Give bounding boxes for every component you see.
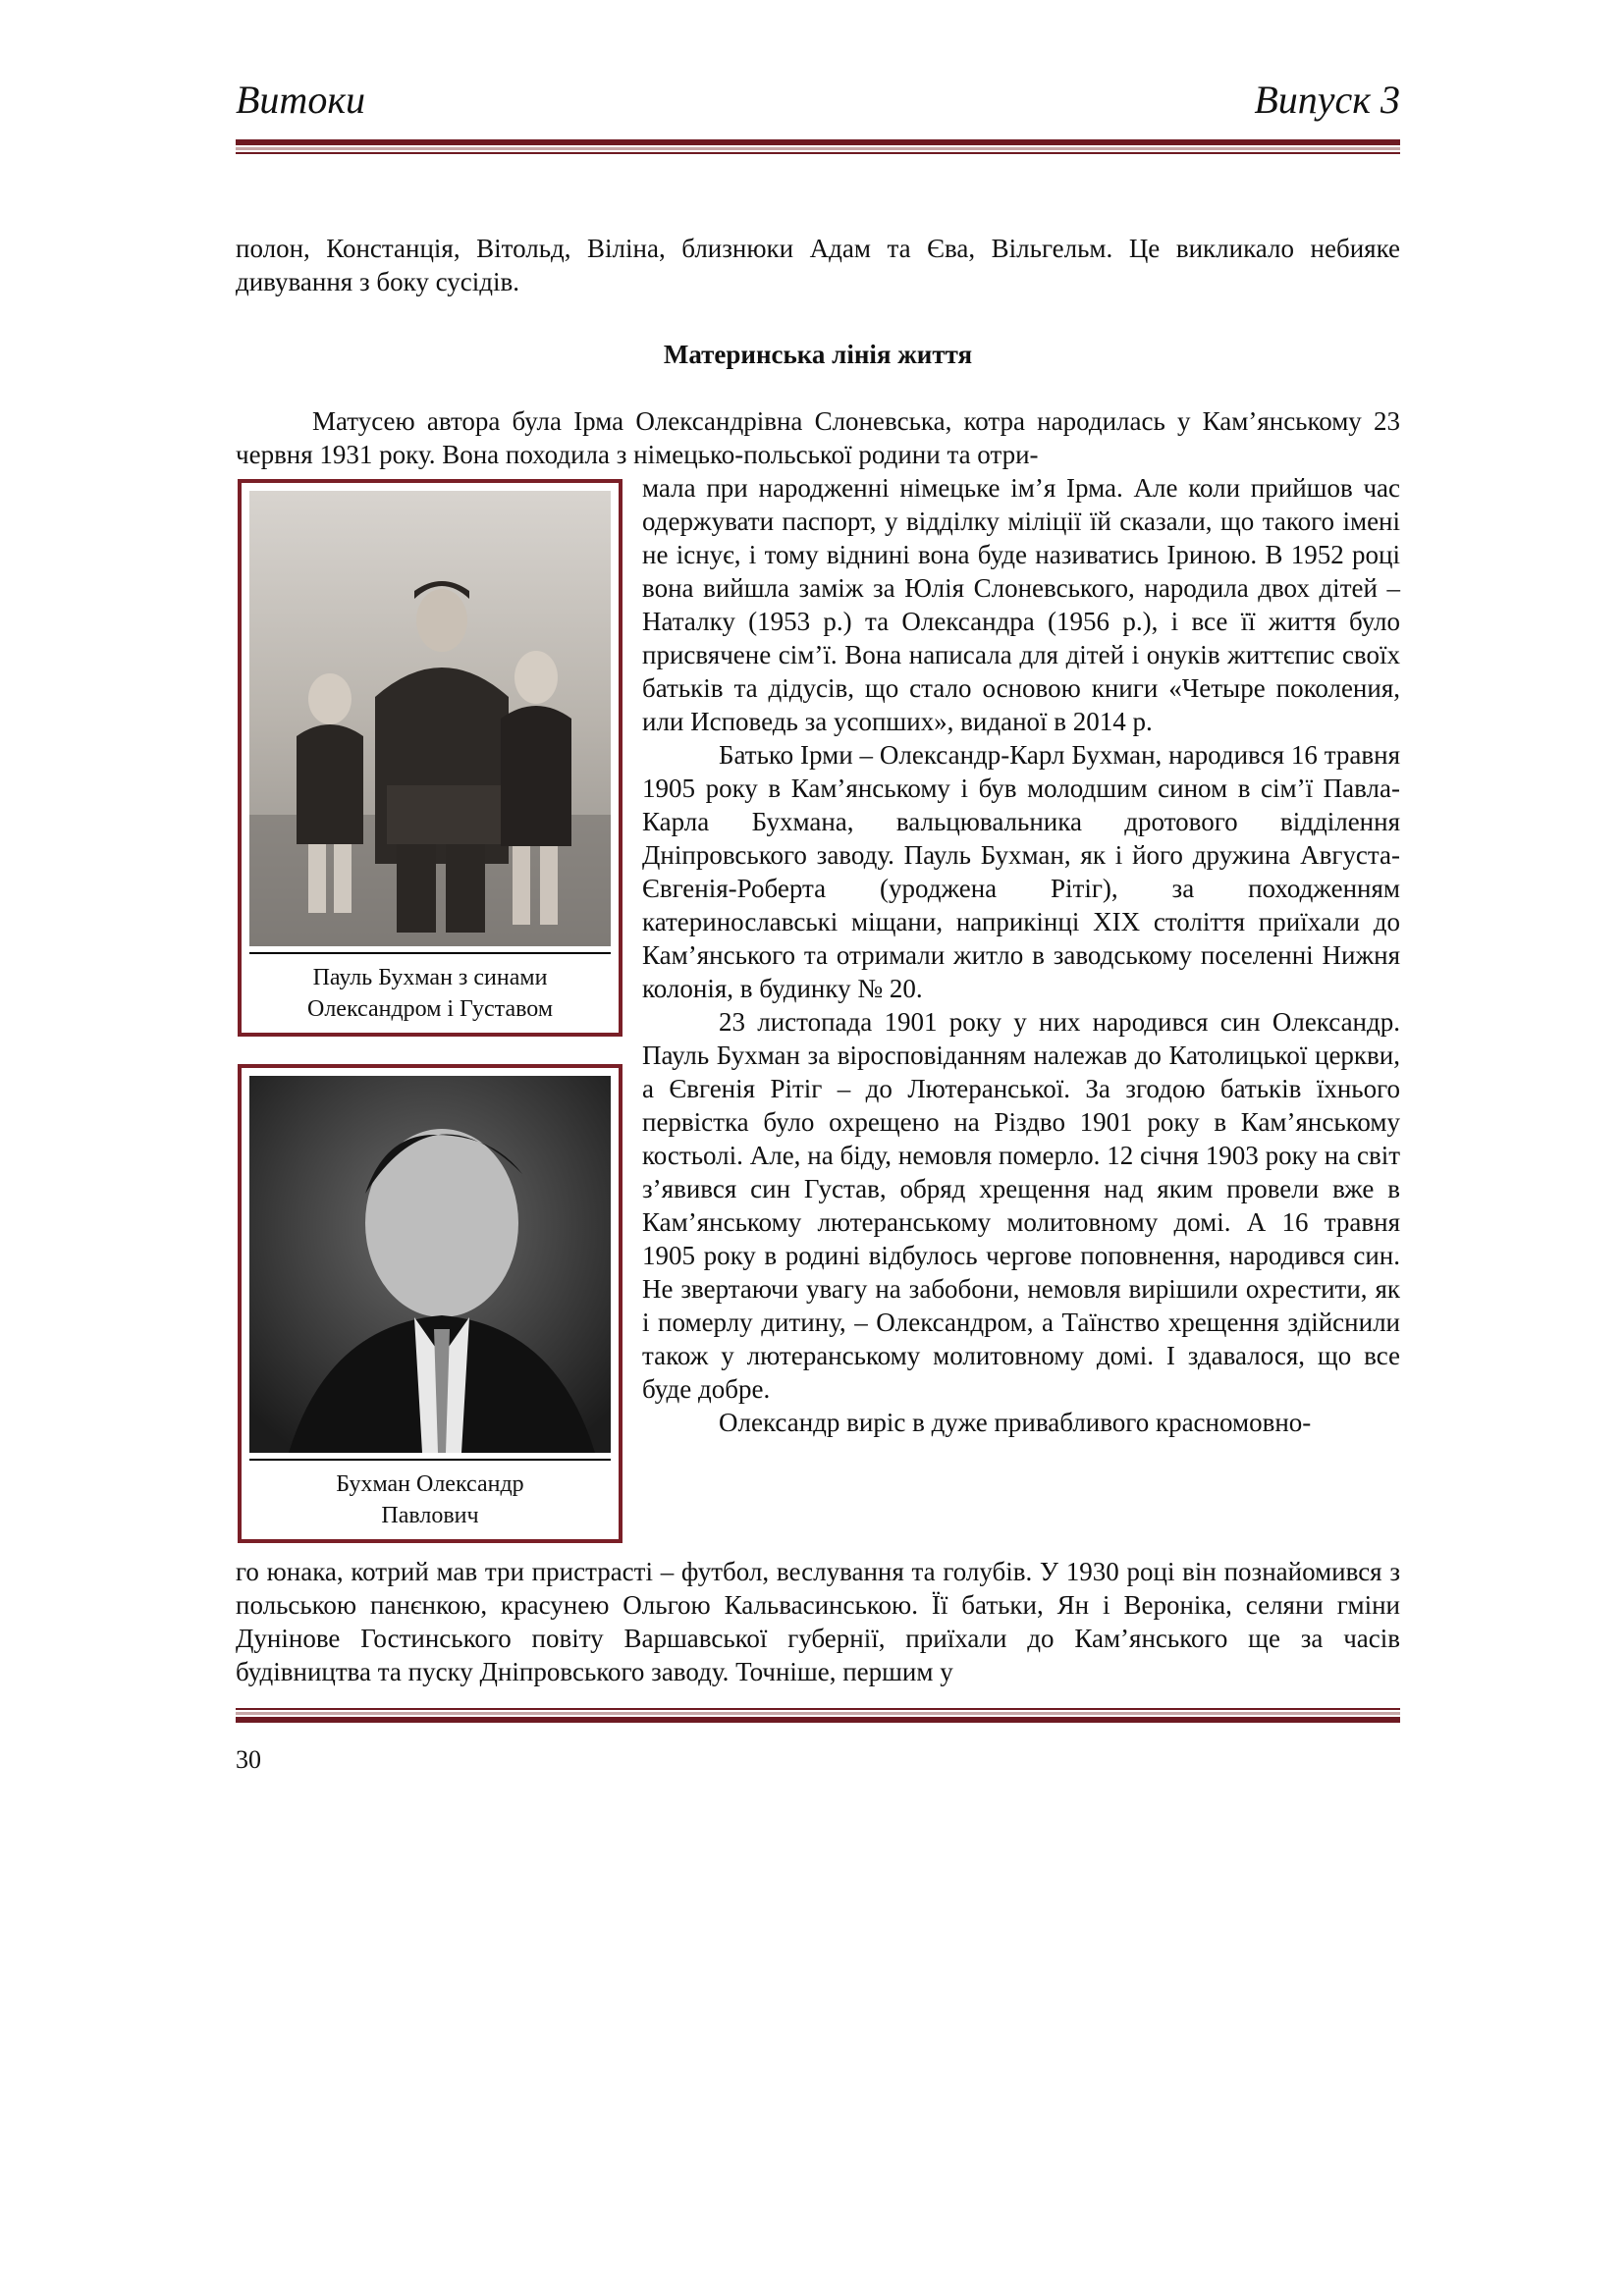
figure-1-caption-line-1: Пауль Бухман з синами: [312, 965, 548, 990]
right-column-text: [642, 471, 1400, 1439]
footer-rule-light: [236, 1712, 1400, 1715]
figure-2-caption-line-2: Павлович: [381, 1503, 479, 1528]
figure-1-caption: [249, 952, 611, 1025]
paragraph-1-start: Матусею автора була Ірма Олександрівна Слоневська, котра народилась у Кам’янському 23 червня 1931 року. Вона походила з німецько-польської родини та отри-: [236, 406, 1400, 469]
figure-2-caption: [249, 1459, 611, 1531]
portrait-photo-image: [249, 1076, 611, 1453]
header-rule-thin: [236, 152, 1400, 154]
paragraph-4-start: Олександр виріс в дуже привабливого красномовно-: [719, 1408, 1312, 1437]
header-rule-light: [236, 147, 1400, 150]
figure-portrait: [238, 1064, 623, 1543]
header-rule: [236, 139, 1400, 145]
paragraph-2: Батько Ірми – Олександр-Карл Бухман, народився 16 травня 1905 року в Кам’янському і був молодшим сином в сім’ї Павла-Карла Бухмана, вальцювальника дротового відділення Дніпровського заводу. Пауль Бухман, як і його дружина Августа-Євгенія-Роберта (уроджена Рітіг), за походженням катеринославські міщани, наприкінці XIX століття приїхали до Кам’янського та отримали житло в заводському поселенні Нижня колонія, в будинку № 20.: [642, 740, 1400, 1003]
figure-1-caption-line-2: Олександром і Густавом: [306, 996, 554, 1022]
section-heading: Материнська лінія життя: [663, 340, 973, 369]
figure-family-photo: [238, 479, 623, 1037]
figure-2-caption-line-1: Бухман Олександр: [336, 1471, 524, 1497]
family-photo: [249, 491, 611, 946]
family-photo-image: [249, 491, 611, 946]
paragraph-3: 23 листопада 1901 року у них народився син Олександр. Пауль Бухман за віросповіданням належав до Католицької церкви, а Євгенія Рітіг – до Лютеранської. За згодою батьків їхнього первістка було охрещено на Різдво 1901 року в Кам’янському костьолі. Але, на біду, немовля померло. 12 січня 1903 року на світ з’явився син Густав, обряд хрещення над яким провели вже в Кам’янському лютеранському молитовному домі. А 16 травня 1905 року в родині відбулось чергове поповнення, народився син. Не звертаючи увагу на забобони, немовля вирішили охрестити, як і померлу дитину, – Олександром, а Таїнство хрещення здійснили також у лютеранському молитовному домі. І здавалося, що все буде добре.: [642, 1007, 1400, 1404]
paragraph-4-continued: го юнака, котрий мав три пристрасті – футбол, веслування та голубів. У 1930 році він познайомився з польською панєнкою, красунею Ольгою Кальвасинською. Її батьки, Ян і Вероніка, селяни гміни Дунінове Гостинського повіту Варшавської губернії, приїхали до Кам’янського ще за часів будівництва та пуску Дніпровського заводу. Точніше, першим у: [236, 1557, 1400, 1686]
intro-paragraph: полон, Констанція, Вітольд, Віліна, близнюки Адам та Єва, Вільгельм. Це викликало небияке дивування з боку сусідів.: [236, 234, 1400, 296]
portrait-photo: [249, 1076, 611, 1453]
issue-label: Випуск 3: [1254, 78, 1400, 122]
footer-rule-thin: [236, 1708, 1400, 1710]
paragraph-1-continued: мала при народженні німецьке ім’я Ірма. Але коли прийшов час одержувати паспорт, у відділку міліції їй сказали, що такого імені не існує, і тому віднині вона буде називатись Іриною. В 1952 році вона вийшла заміж за Юлія Слоневського, народила двох дітей – Наталку (1953 р.) та Олександра (1956 р.), і все її життя було присвячене сім’ї. Вона написала для дітей і онуків життєпис своїх батьків та дідусів, що стало основою книги «Четыре поколения, или Исповедь за усопших», виданої в 2014 р.: [642, 473, 1400, 736]
journal-title: Витоки: [236, 78, 366, 122]
footer-rule: [236, 1717, 1400, 1723]
page-number: 30: [236, 1745, 261, 1774]
running-header: [236, 77, 1400, 126]
